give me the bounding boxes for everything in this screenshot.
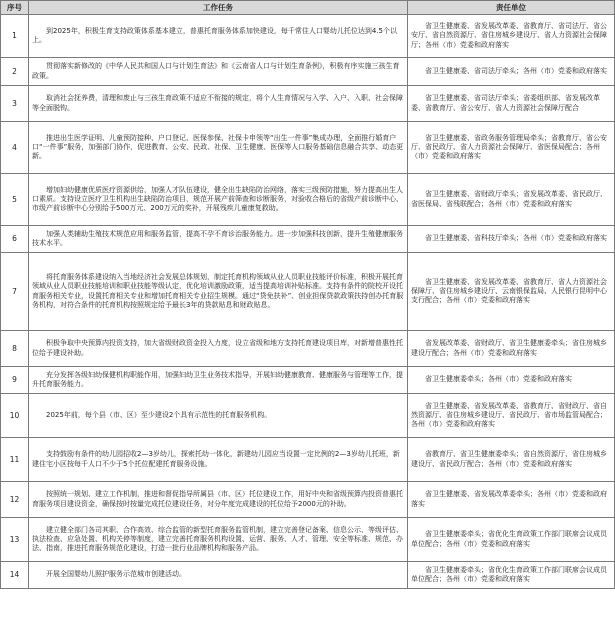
unit-cell: 省卫生健康委、省司法厅牵头；各州（市）党委和政府落实 bbox=[408, 58, 615, 86]
header-task: 工作任务 bbox=[29, 1, 408, 15]
table-row bbox=[1, 174, 615, 226]
unit-cell: 省发展改革委、省财政厅、省卫生健康委牵头；省住房城乡建设厅配合；各州（市）党委和政府落实 bbox=[408, 331, 615, 367]
header-unit: 责任单位 bbox=[408, 1, 615, 15]
table-row bbox=[1, 331, 615, 367]
unit-cell: 省卫生健康委、省司法厅牵头；省委组织部、省发展改革委、省教育厅、省公安厅、省人力资源社会保障厅配合 bbox=[408, 86, 615, 122]
unit-cell: 省卫生健康委牵头；省优化生育政策工作部门联席会议成员单位配合；各州（市）党委和政府落实 bbox=[408, 562, 615, 589]
table-row bbox=[1, 562, 615, 589]
task-cell: 将托育服务体系建设纳入当地经济社会发展总体规划，制定托育机构领域从业人员职业技能评价标准，积极开展托育领域从业人员职业技能培训和职业技能等级认定，优化培训激励政策，适当提高培训补贴标准。支持有条件的院校开设托育服务相关专业，设置托育相关专业和增加托育相关专业招生规模。通过“贷免扶补”、创业担保贷款政策扶持创办托育服务机构，对符合条件的托育机构按照规定给予最长3年的贷款贴息和财政贴息。 bbox=[29, 253, 408, 331]
table-row bbox=[1, 86, 615, 122]
task-cell: 推进出生医学证明、儿童预防接种、户口登记、医保参保、社保卡申领等“出生一件事”集成办理，全面推行婚育户口“一件事”服务，加强部门协作，促进教育、公安、民政、社保、卫生健康、医保等人口服务基础信息融合共享、动态更新。 bbox=[29, 122, 408, 174]
row-number: 11 bbox=[1, 438, 29, 482]
task-cell: 积极争取中央预算内投资支持，加大省级财政资金投入力度，设立省级和地方支持托育建设项目库，对新增普惠性托位给予建设补助。 bbox=[29, 331, 408, 367]
table-row bbox=[1, 394, 615, 438]
task-cell: 增加妇幼健康优质医疗资源供给，加强人才队伍建设，健全出生缺陷防治网络，落实三级预防措施，努力提高出生人口素质。支持设立医疗卫生机构出生缺陷防治项目，规范开展产前筛查和诊断服务，对验收合格后的省级产前诊断中心、市级产前诊断中心分别给予500万元、200万元的奖补，开展残疾儿童康复救助。 bbox=[29, 174, 408, 226]
row-number: 12 bbox=[1, 482, 29, 518]
task-cell: 开展全国婴幼儿照护服务示范城市创建活动。 bbox=[29, 562, 408, 589]
unit-cell: 省卫生健康委、省发展改革委牵头；各州（市）党委和政府落实 bbox=[408, 482, 615, 518]
row-number: 2 bbox=[1, 58, 29, 86]
row-number: 3 bbox=[1, 86, 29, 122]
table-row bbox=[1, 15, 615, 58]
table-row bbox=[1, 58, 615, 86]
table-row bbox=[1, 438, 615, 482]
row-number: 13 bbox=[1, 518, 29, 562]
task-cell: 建立健全部门各司其职、合作高效、综合监管的新型托育服务监管机制，建立完善登记备案、信息公示、等级评估、执法检查、应急处置、机构关停等制度，建立完善托育服务机构设置、运营、服务、人才、管理、安全等标准、规范、办法、指南，推进托育服务规范化建设，打造一批行业品牌机构和服务产品。 bbox=[29, 518, 408, 562]
task-cell: 充分发挥各级妇幼保健机构职能作用，加强妇幼卫生业务技术指导，开展妇幼健康教育、健康服务与管理等工作，提升托育服务能力。 bbox=[29, 367, 408, 394]
unit-cell: 省卫生健康委牵头；省优化生育政策工作部门联席会议成员单位配合；各州（市）党委和政府落实 bbox=[408, 518, 615, 562]
task-cell: 2025年前，每个县（市、区）至少建设2个具有示范性的托育服务机构。 bbox=[29, 394, 408, 438]
row-number: 9 bbox=[1, 367, 29, 394]
unit-cell: 省卫生健康委、省政务服务管理局牵头；省教育厅、省公安厅、省民政厅、省人力资源社会保障厅、省医保局配合；各州（市）党委和政府落实 bbox=[408, 122, 615, 174]
task-cell: 按照统一规划、建立工作机制，推进和督促指导所属县（市、区）托位建设工作，用好中央和省级预算内投资普惠托育服务项目建设资金，确保按时按量完成托位建设任务，对分年度完成建设的托位给予2000元的补助。 bbox=[29, 482, 408, 518]
table-row bbox=[1, 253, 615, 331]
table-row bbox=[1, 122, 615, 174]
table-header-row bbox=[1, 1, 615, 15]
row-number: 4 bbox=[1, 122, 29, 174]
unit-cell: 省教育厅、省卫生健康委牵头；省自然资源厅、省住房城乡建设厅、省民政厅配合；各州（市）党委和政府落实 bbox=[408, 438, 615, 482]
unit-cell: 省卫生健康委、省发展改革委、省教育厅、省财政厅、省自然资源厅、省住房城乡建设厅、省民政厅、省市场监管局配合；各州（市）党委和政府落实 bbox=[408, 394, 615, 438]
task-cell: 贯彻落实新修改的《中华人民共和国人口与计划生育法》和《云南省人口与计划生育条例》，积极有序实施三孩生育政策。 bbox=[29, 58, 408, 86]
unit-cell: 省卫生健康委牵头；各州（市）党委和政府落实 bbox=[408, 367, 615, 394]
table-row bbox=[1, 367, 615, 394]
task-cell: 支持鼓励有条件的幼儿园招收2—3岁幼儿，探索托幼一体化，新建幼儿园应当设置一定比例的2—3岁幼儿托班，新建住宅小区按每千人口不少于5个托位配建托育服务设施。 bbox=[29, 438, 408, 482]
task-cell: 加强人类辅助生殖技术规范应用和服务监管，提高不孕不育诊治服务能力。进一步加强科技创新，提升生殖健康服务技术水平。 bbox=[29, 226, 408, 253]
unit-cell: 省卫生健康委、省财政厅牵头；省发展改革委、省民政厅、省医保局、省残联配合；各州（市）党委和政府落实 bbox=[408, 174, 615, 226]
row-number: 1 bbox=[1, 15, 29, 58]
table-row bbox=[1, 518, 615, 562]
row-number: 14 bbox=[1, 562, 29, 589]
row-number: 6 bbox=[1, 226, 29, 253]
task-cell: 取消社会抚养费，清理和废止与三孩生育政策不适应不衔接的规定，将个人生育情况与入学、入户、入职、社会保障等全面脱钩。 bbox=[29, 86, 408, 122]
unit-cell: 省卫生健康委、省科技厅牵头；各州（市）党委和政府落实 bbox=[408, 226, 615, 253]
unit-cell: 省卫生健康委、省发展改革委、省教育厅、省司法厅、省公安厅、省自然资源厅、省住房城乡建设厅、省人力资源社会保障厅；各州（市）党委和政府落实 bbox=[408, 15, 615, 58]
row-number: 8 bbox=[1, 331, 29, 367]
task-cell: 到2025年，积极生育支持政策体系基本建立，普惠托育服务体系加快建设，每千常住人口婴幼儿托位达到4.5个以上。 bbox=[29, 15, 408, 58]
table-row bbox=[1, 482, 615, 518]
row-number: 7 bbox=[1, 253, 29, 331]
row-number: 5 bbox=[1, 174, 29, 226]
row-number: 10 bbox=[1, 394, 29, 438]
table-row bbox=[1, 226, 615, 253]
unit-cell: 省卫生健康委、省发展改革委、省教育厅、省人力资源社会保障厅、省住房城乡建设厅、云南银保监局、人民银行昆明中心支行配合；各州（市）党委和政府落实 bbox=[408, 253, 615, 331]
header-no: 序号 bbox=[1, 1, 29, 15]
